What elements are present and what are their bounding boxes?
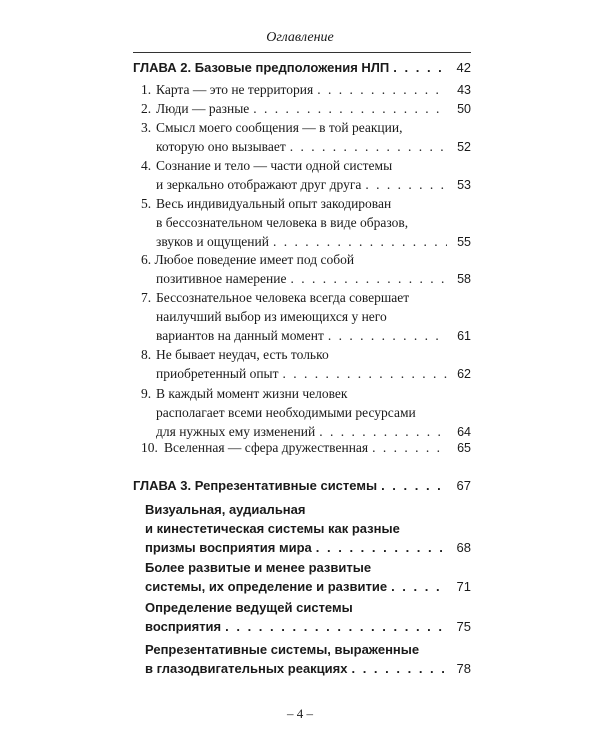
leader-dots [290,139,447,155]
item-text: звуков и ощущений [156,234,269,249]
item-number: 10. [141,440,158,455]
section-text: Визуальная, аудиальная [145,502,306,517]
page-header: Оглавление [266,30,334,45]
item-number: 2. [141,101,152,116]
page-number: 58 [457,272,471,286]
leader-dots [316,540,447,555]
item-number: 5. [141,196,152,211]
page-number: 53 [457,178,471,192]
leader-dots [372,440,447,456]
page-number: 78 [456,661,471,676]
page-number: 62 [457,367,471,381]
leader-dots [317,82,447,98]
page-number: 67 [456,478,471,493]
leader-dots [253,101,447,117]
item-text: Весь индивидуальный опыт закодирован [156,196,392,211]
item-text: вариантов на данный момент [156,328,324,343]
item-text: Карта — это не территория [156,82,314,97]
item-text: и зеркально отображают друг друга [156,177,362,192]
item-text: Бессознательное человека всегда совершает [156,290,410,305]
item-text: Люди — разные [156,101,250,116]
item-number: 3. [141,120,152,135]
section-text: восприятия [145,619,222,634]
item-text: Не бывает неудач, есть только [156,347,329,362]
leader-dots [381,478,447,493]
toc-chapter-2[interactable] [133,60,471,79]
item-number: 1. [141,82,152,97]
item-number: 7. [141,290,152,305]
item-text: Смысл моего сообщения — в той реакции, [156,120,403,135]
chapter-title: ГЛАВА 3. Репрезентативные системы [133,478,378,493]
item-text: приобретенный опыт [156,366,279,381]
item-number: 9. [141,386,152,401]
page-number: 75 [456,619,471,634]
chapter-title: ГЛАВА 2. Базовые предположения НЛП [133,60,390,75]
page-number: 50 [457,102,471,116]
item-number: 4. [141,158,152,173]
page-number: 68 [456,540,471,555]
section-text: в глазодвигательных реакциях [145,661,348,676]
page-number: 43 [457,83,471,97]
page-number: 61 [457,329,471,343]
item-text: позитивное намерение [156,271,287,286]
item-text: которую оно вызывает [156,139,286,154]
section-text: системы, их определение и развитие [145,579,388,594]
section-text: Репрезентативные системы, выраженные [145,642,420,657]
item-text: для нужных ему изменений [156,424,316,439]
item-text: наилучший выбор из имеющихся у него [156,309,387,324]
leader-dots [393,60,447,75]
page-number: 71 [456,579,471,594]
page-number: 52 [457,140,471,154]
page-number: 64 [457,425,471,439]
leader-dots [283,366,447,382]
leader-dots [351,661,447,676]
item-text: Вселенная — сфера дружественная [164,440,369,455]
leader-dots [391,579,447,594]
item-text: 6. Любое поведение имеет под собой [141,252,355,267]
item-text: В каждый момент жизни человек [156,386,348,401]
page-footer-number: – 4 – [287,706,313,721]
toc-chapter-3[interactable] [133,478,471,497]
leader-dots [273,234,447,250]
leader-dots [225,619,447,634]
leader-dots [290,271,447,287]
item-text: располагает всеми необходимыми ресурсами [156,405,416,420]
section-text: Более развитые и менее развитые [145,560,372,575]
page-number: 65 [457,441,471,455]
leader-dots [328,328,447,344]
header-rule [133,52,471,53]
item-text: Сознание и тело — части одной системы [156,158,393,173]
item-text: в бессознательном человека в виде образов, [156,215,409,230]
leader-dots [319,424,447,440]
section-text: и кинестетическая системы как разные [145,521,400,536]
section-text: призмы восприятия мира [145,540,312,555]
page-number: 42 [456,60,471,75]
leader-dots [365,177,447,193]
section-text: Определение ведущей системы [145,600,353,615]
page-number: 55 [457,235,471,249]
item-number: 8. [141,347,152,362]
